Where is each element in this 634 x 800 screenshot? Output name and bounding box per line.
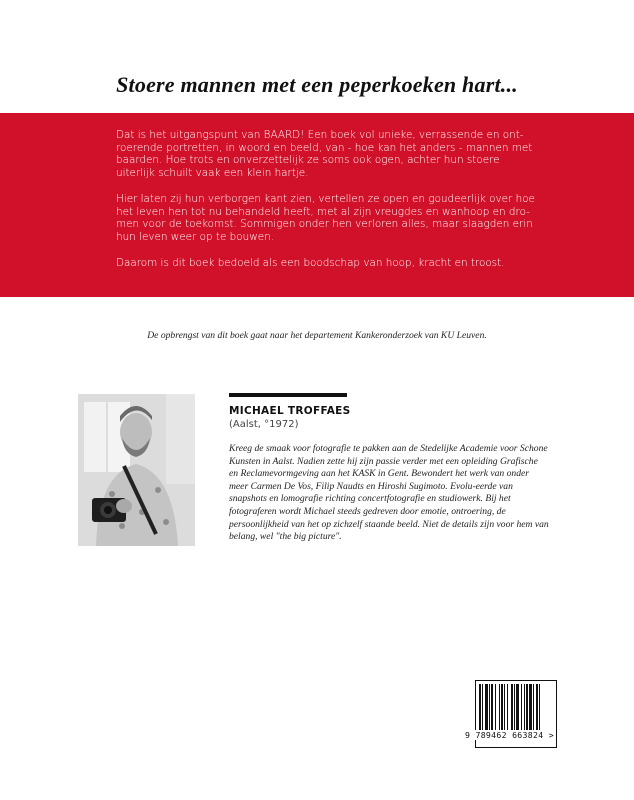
barcode-bar [495, 684, 496, 730]
author-portrait-photo [78, 394, 195, 546]
barcode-bar [499, 684, 500, 730]
isbn-suffix: > [548, 730, 554, 740]
barcode-bar [479, 684, 481, 730]
barcode-bar [529, 684, 532, 730]
blurb-text [116, 129, 536, 282]
blurb-paragraph-3: Daarom is dit boek bedoeld als een boodschap van hoop, kracht en troost. [116, 256, 505, 269]
blurb-paragraph-1: Dat is het uitgangspunt van BAARD! Een boek vol unieke, verrassende en ont-roerende portretten, in woord en beeld, van - hoe kan het anders - mannen met baarden. Hoe trots en onverzettelijk ze soms ook ogen, achter hun stoere uiterlijk schuilt vaak een klein hartje. [116, 129, 533, 180]
barcode-bar [524, 684, 525, 730]
barcode-bar [536, 684, 538, 730]
barcode-bar [485, 684, 488, 730]
isbn-digits: 9 789462 663824 [465, 730, 544, 740]
barcode-bar [516, 684, 519, 730]
barcode-bar [491, 684, 493, 730]
barcode-bar [521, 684, 522, 730]
barcode-bar [514, 684, 515, 730]
author-name: MICHAEL TROFFAES [229, 405, 351, 417]
author-bio [229, 443, 549, 544]
headline: Stoere mannen met een peperkoeken hart... [116, 72, 518, 97]
blurb-band [0, 113, 634, 297]
barcode-bar [533, 684, 534, 730]
isbn-number [463, 730, 556, 740]
barcode-bar [539, 684, 540, 730]
barcode-bar [501, 684, 503, 730]
barcode-bar [482, 684, 483, 730]
author-rule [229, 393, 347, 397]
author-bio-text: Kreeg de smaak voor fotografie te pakken aan de Stedelijke Academie voor Schone Kunsten in Aalst. Nadien zette hij zijn passie verder met een opleiding Grafische en Reclamevormgeving aan het KASK in Gent. Bewondert het werk van onder meer Carmen De Vos, Filip Naudts en Hiroshi Sugimoto. Evolu-eerde van snapshots en lomografie richting concertfotografie en studiowerk. Bij het fotograferen wordt Michael steeds gedreven door emotie, ontroering, de persoonlijkheid van het op zichzelf staande beeld. Niet de details zijn voor hem van belang, wel "the big picture". [229, 443, 549, 543]
barcode-bar [489, 684, 490, 730]
proceeds-note: De opbrengst van dit boek gaat naar het departement Kankeronderzoek van KU Leuven. [147, 330, 487, 341]
barcode-bar [511, 684, 513, 730]
barcode-bar [507, 684, 508, 730]
barcode-bar [526, 684, 528, 730]
author-dates: (Aalst, °1972) [229, 419, 299, 430]
barcode-bar [504, 684, 505, 730]
blurb-paragraph-2: Hier laten zij hun verborgen kant zien, vertellen ze open en goudeerlijk over hoe het leven hen tot nu behandeld heeft, met al zijn vreugdes en wanhoop en dro-men voor de toekomst. Sommigen onder hen verloren alles, maar slaagden erin hun leven weer op te bouwen. [116, 192, 535, 243]
